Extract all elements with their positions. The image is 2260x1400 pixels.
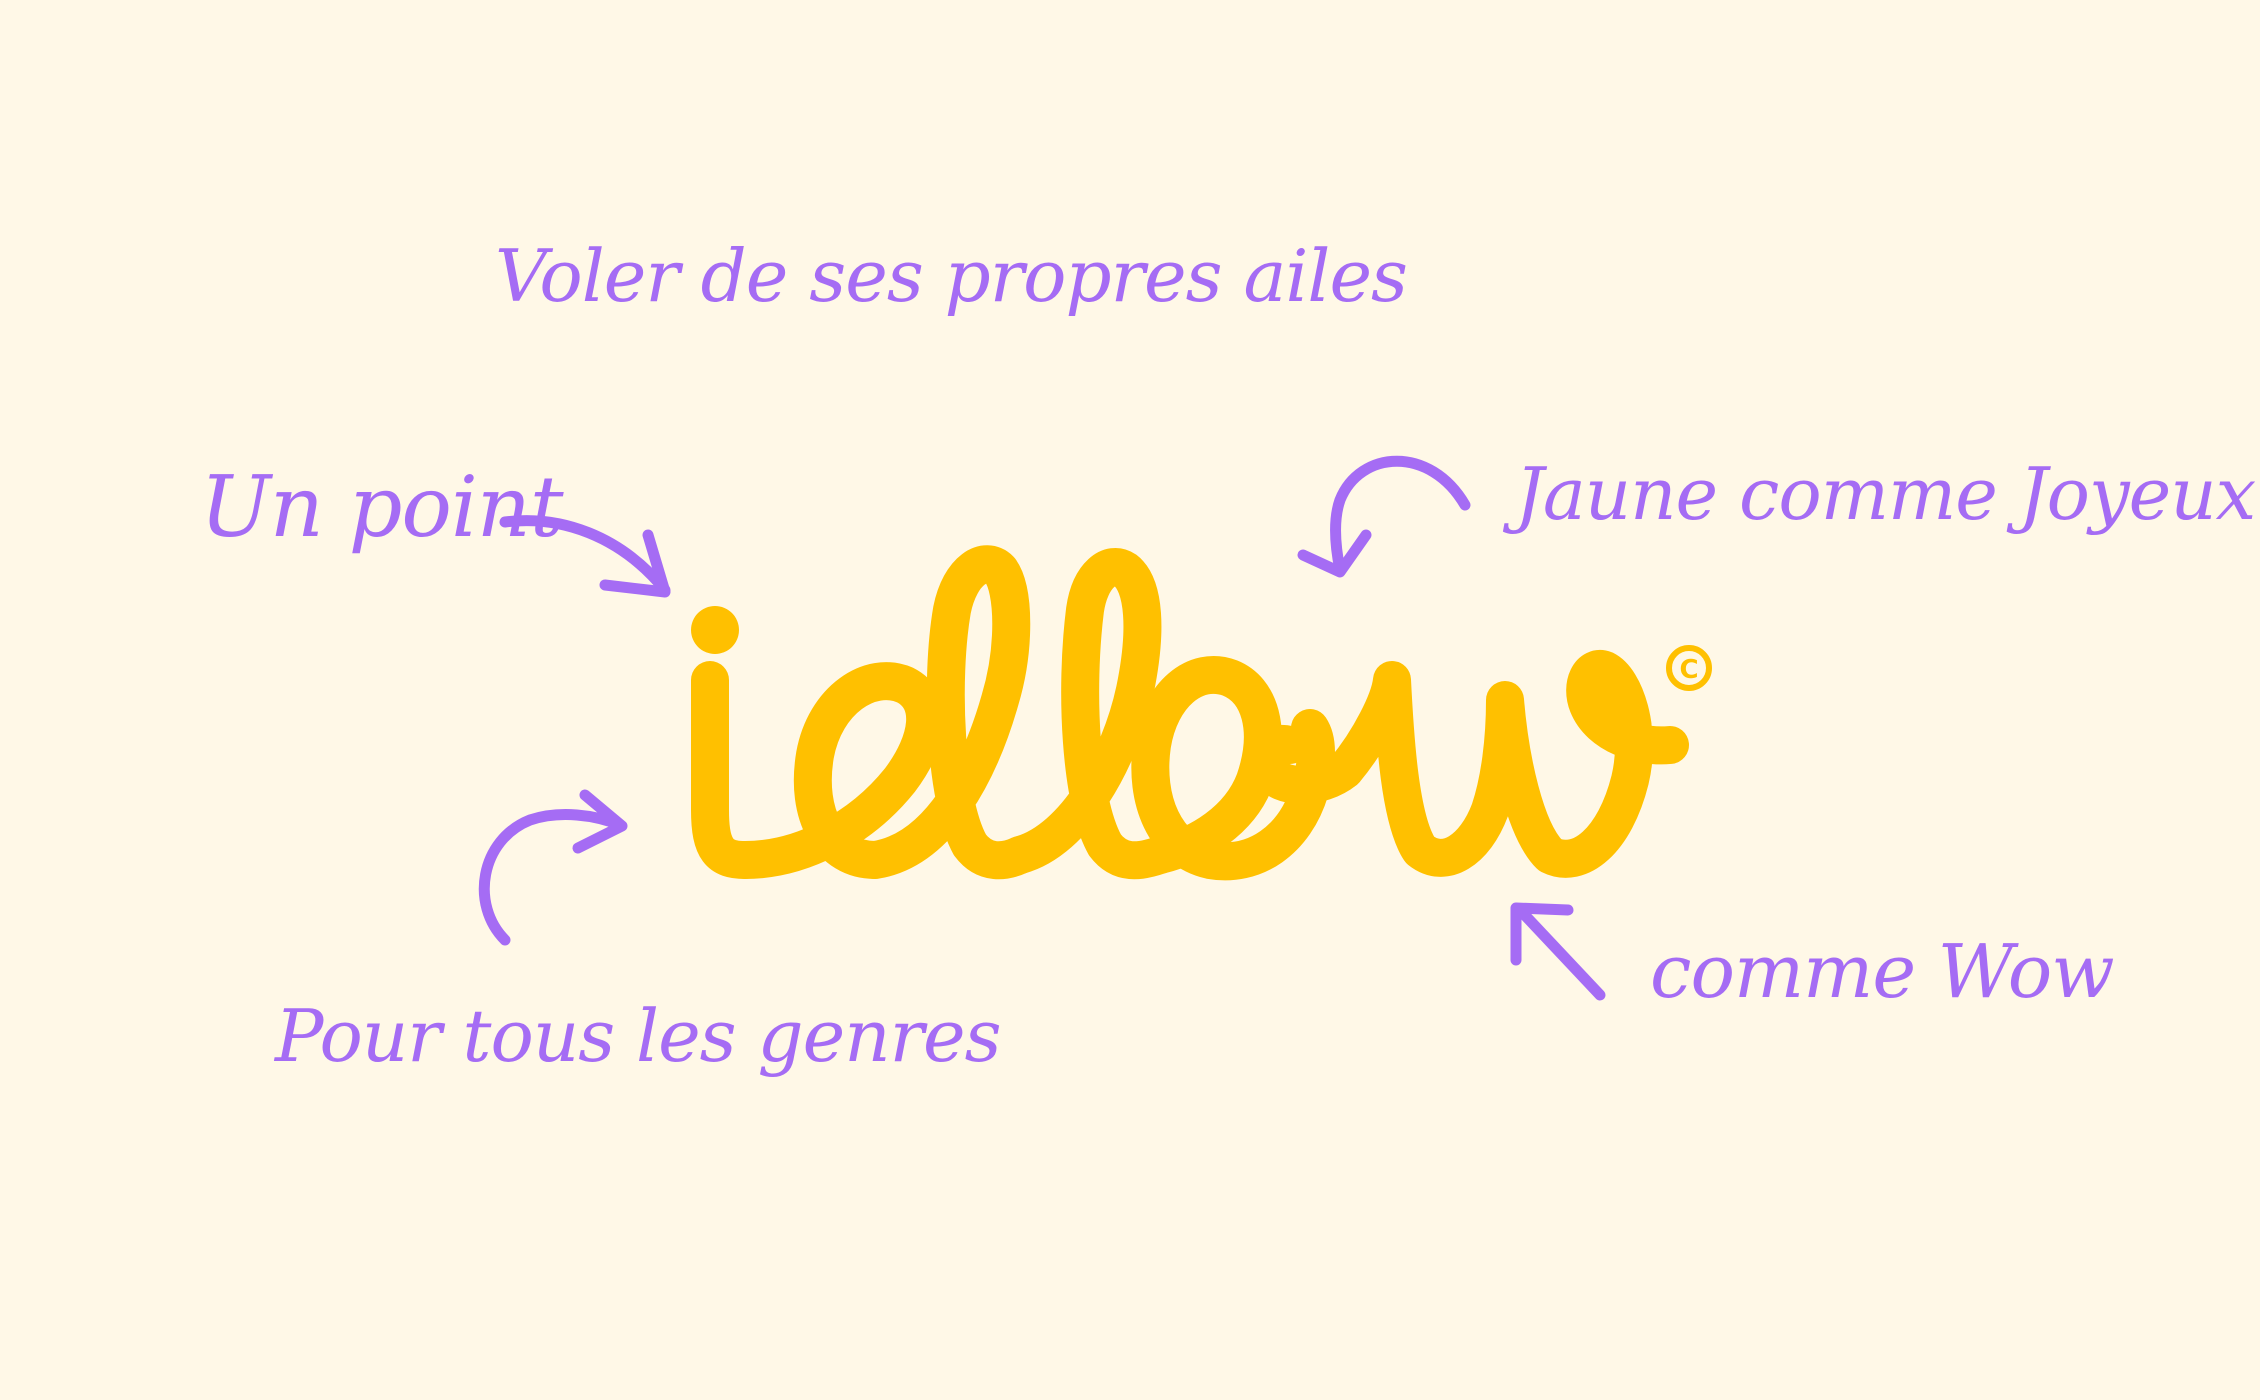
logo-w-stroke	[1345, 669, 1670, 859]
annotation-genres: Pour tous les genres	[275, 994, 1001, 1078]
annotation-point: Un point	[200, 458, 563, 556]
logo-i-stroke	[710, 680, 745, 860]
logo-i-dot	[691, 606, 739, 654]
annotation-wings: Voler de ses propres ailes	[495, 234, 1408, 318]
copyright-mark-icon	[1669, 648, 1709, 688]
annotation-wow: comme Wow	[1650, 929, 2114, 1015]
logo-l1-stroke	[875, 564, 1020, 860]
logo-l2-stroke	[1020, 567, 1160, 860]
annotation-jaune: Jaune comme Joyeux	[1515, 452, 2256, 536]
svg-text:C: C	[1679, 655, 1699, 685]
